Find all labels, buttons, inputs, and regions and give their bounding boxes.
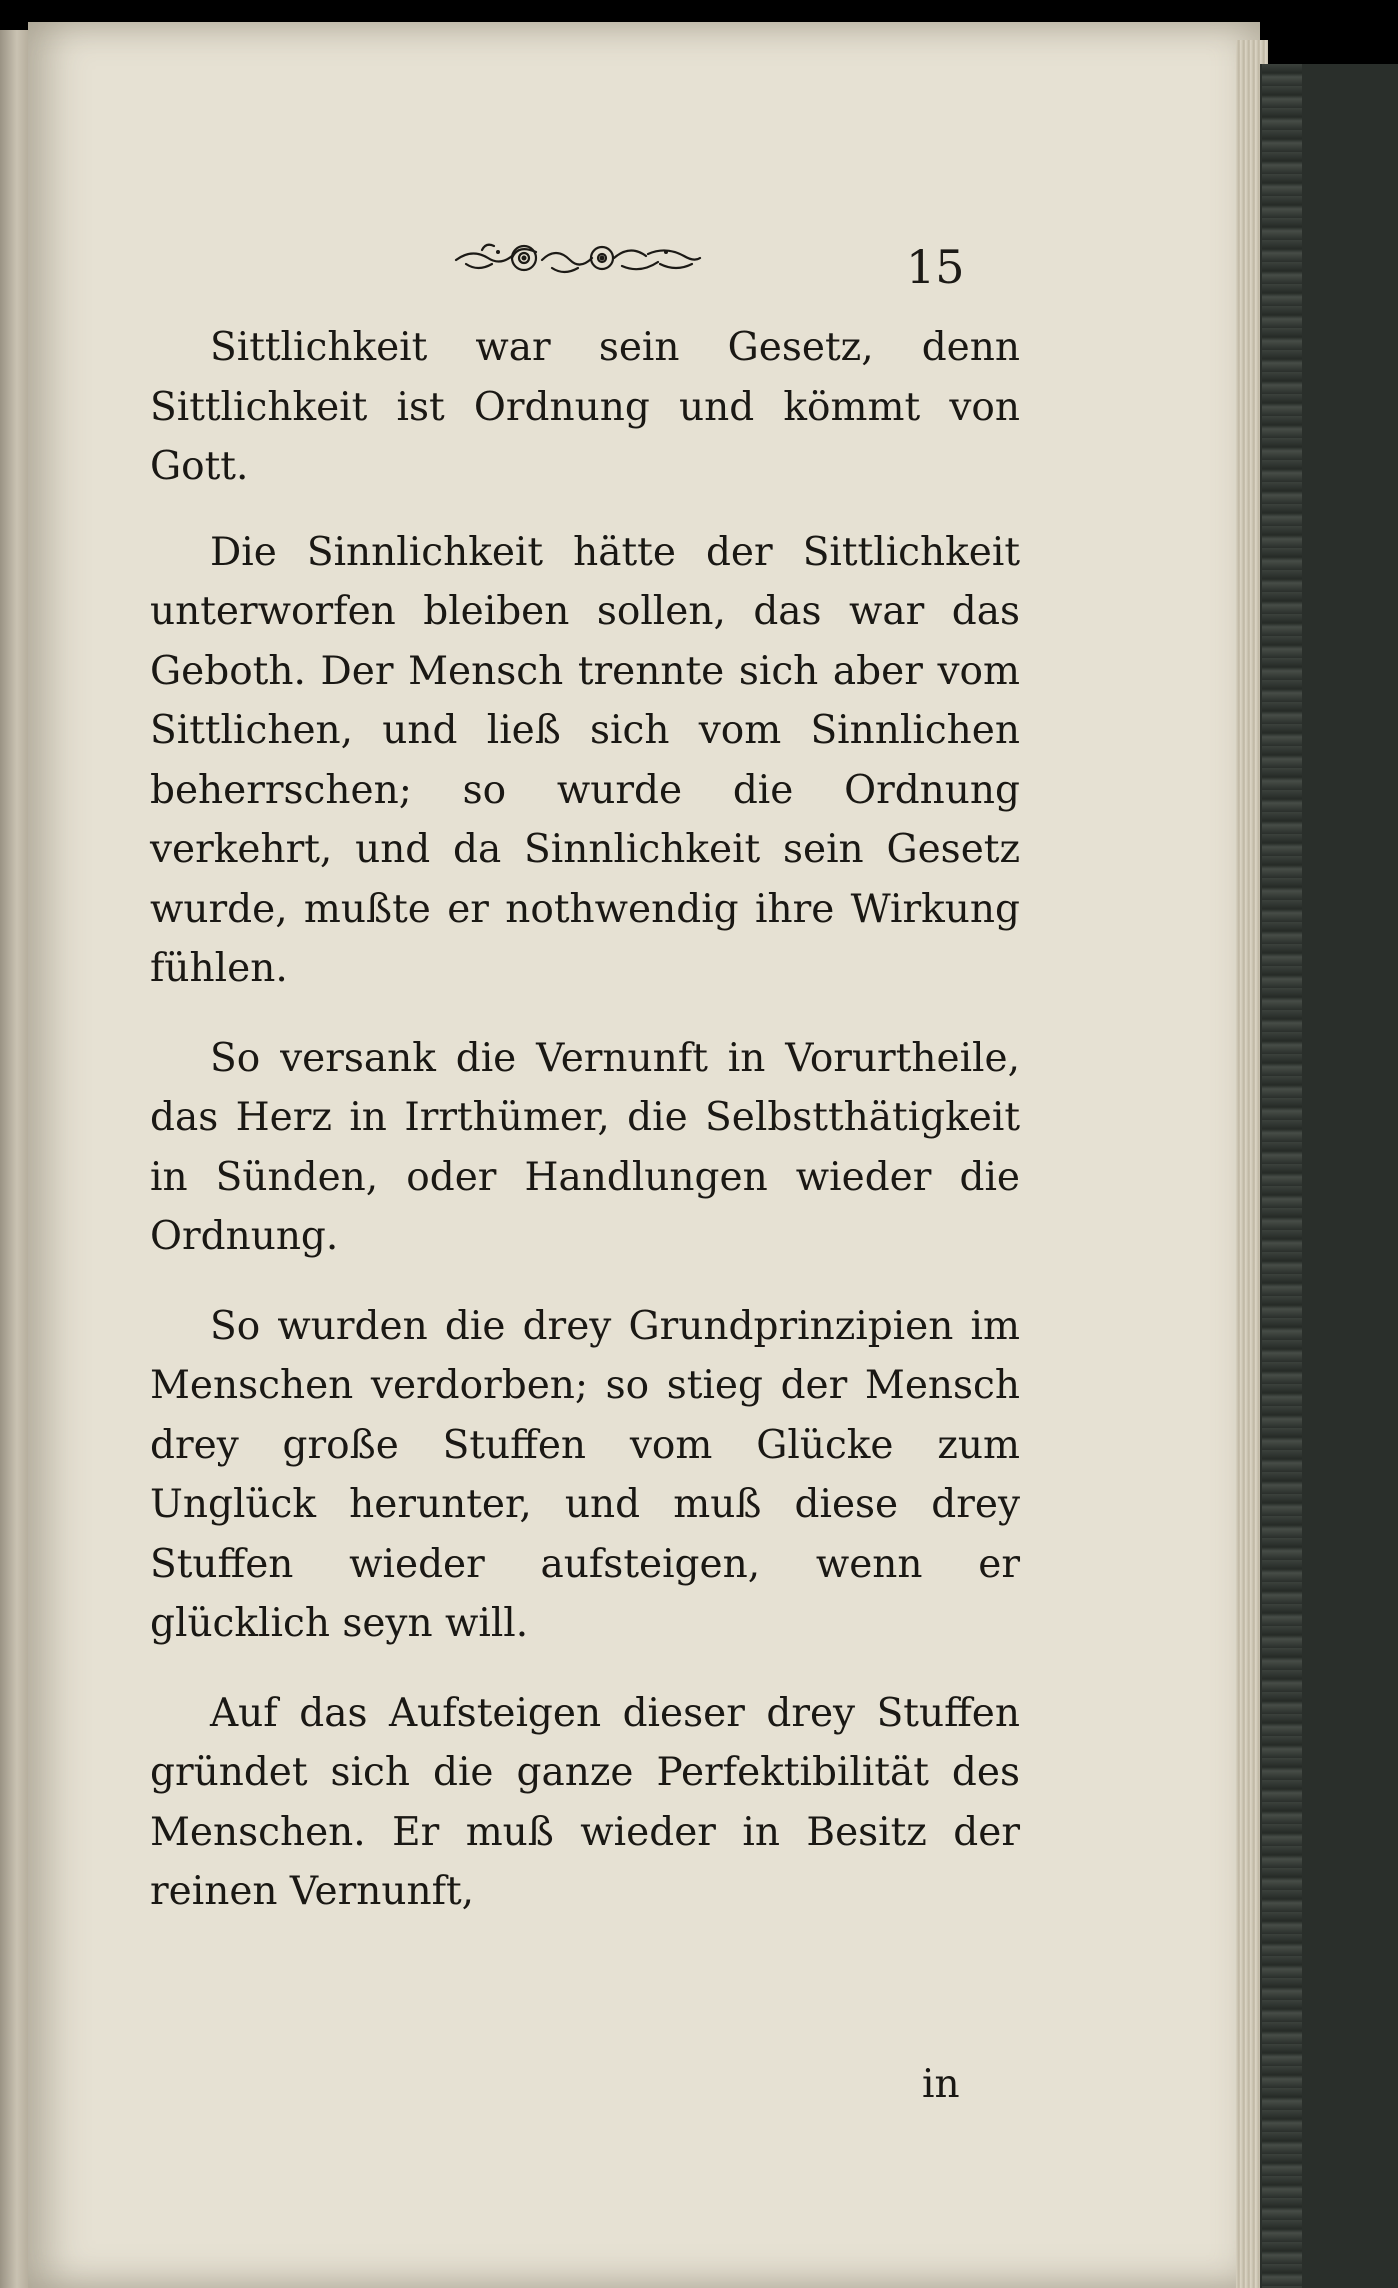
- paragraph-2: Die Sinnlichkeit hätte der Sittlichkeit unterworfen bleiben sollen, das war das Geboth. Der Mensch trennte sich aber vom Sittlichen, und ließ sich vom Sinnlichen beherrschen; so wurde die Ordnung verkehrt, und da Sinnlichkeit sein Gesetz wurde, mußte er nothwendig ihre Wirkung fühlen.: [150, 529, 1020, 991]
- facing-page-edge: [0, 30, 28, 2288]
- paragraph-3: So versank die Vernunft in Vorurtheile, das Herz in Irrthümer, die Selbstthätigkeit in Sünden, oder Handlungen wieder die Ordnung.: [150, 1035, 1020, 1259]
- catchword: in: [922, 2062, 960, 2107]
- page-body-text: [150, 318, 1020, 1922]
- paragraph-1: Sittlichkeit war sein Gesetz, denn Sittlichkeit ist Ordnung und kömmt von Gott.: [150, 325, 1020, 489]
- page-number: 15: [906, 240, 965, 294]
- floral-vignette-ornament: [452, 238, 704, 280]
- paragraph-5: Auf das Aufsteigen dieser drey Stuffen gründet sich die ganze Perfektibilität des Menschen. Er muß wieder in Besitz der reinen Vernunft,: [150, 1690, 1020, 1914]
- paragraph-4: So wurden die drey Grundprinzipien im Menschen verdorben; so stieg der Mensch drey große Stuffen vom Glücke zum Unglück herunter, und muß diese drey Stuffen wieder aufsteigen, wenn er glücklich seyn will.: [150, 1303, 1020, 1646]
- cover-texture: [1262, 64, 1302, 2288]
